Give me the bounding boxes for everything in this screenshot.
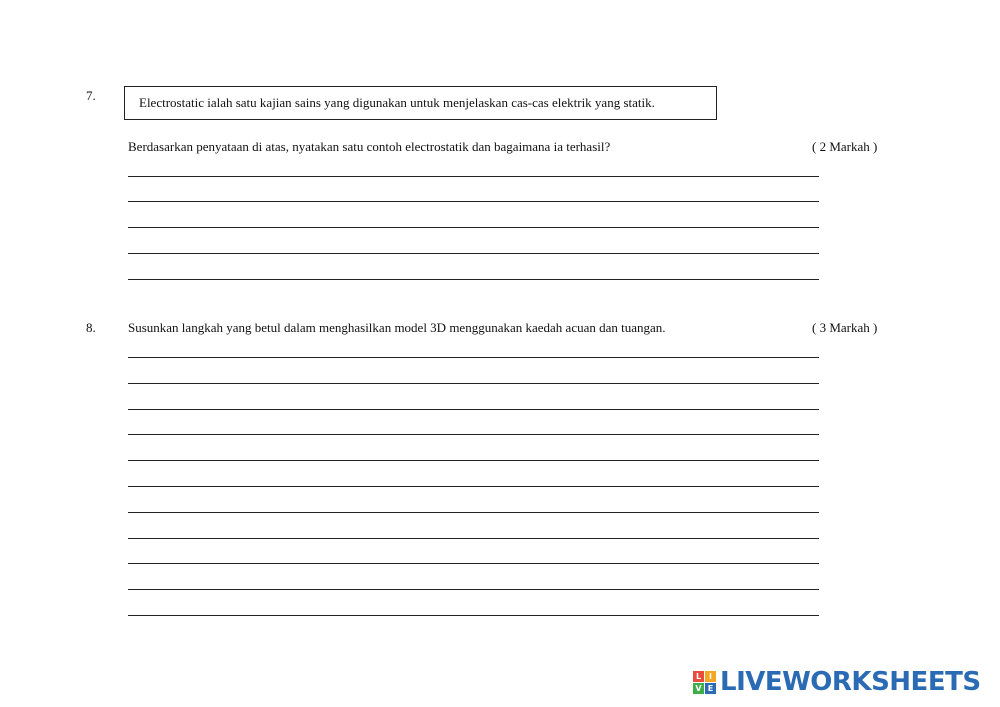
logo-mark-letter: I <box>705 671 716 682</box>
question-7-statement-box <box>124 86 717 120</box>
question-8-prompt: Susunkan langkah yang betul dalam menghasilkan model 3D menggunakan kaedah acuan dan tuangan. <box>128 320 666 335</box>
answer-line-q7-5[interactable] <box>128 279 819 280</box>
liveworksheets-logo <box>693 668 981 696</box>
question-7-prompt: Berdasarkan penyataan di atas, nyatakan satu contoh electrostatik dan bagaimana ia terhasil? <box>128 139 611 154</box>
logo-mark-letter: L <box>693 671 704 682</box>
logo-mark-letter: E <box>705 683 716 694</box>
answer-line-q8-10[interactable] <box>128 589 819 590</box>
question-7-statement: Electrostatic ialah satu kajian sains yang digunakan untuk menjelaskan cas-cas elektrik yang statik. <box>139 95 655 110</box>
logo-mark-letter: V <box>693 683 704 694</box>
answer-line-q7-1[interactable] <box>128 176 819 177</box>
answer-line-q8-7[interactable] <box>128 512 819 513</box>
question-7-number: 7. <box>86 88 96 103</box>
liveworksheets-logo-text: LIVEWORKSHEETS <box>720 667 981 697</box>
answer-line-q8-1[interactable] <box>128 357 819 358</box>
question-8-number: 8. <box>86 320 96 335</box>
answer-line-q8-11[interactable] <box>128 615 819 616</box>
question-8-marks: ( 3 Markah ) <box>812 320 878 335</box>
answer-line-q7-3[interactable] <box>128 227 819 228</box>
answer-line-q8-2[interactable] <box>128 383 819 384</box>
answer-line-q8-6[interactable] <box>128 486 819 487</box>
answer-line-q8-5[interactable] <box>128 460 819 461</box>
answer-line-q8-4[interactable] <box>128 434 819 435</box>
answer-line-q8-8[interactable] <box>128 538 819 539</box>
answer-line-q8-3[interactable] <box>128 409 819 410</box>
answer-line-q8-9[interactable] <box>128 563 819 564</box>
answer-line-q7-2[interactable] <box>128 201 819 202</box>
question-7-marks: ( 2 Markah ) <box>812 139 878 154</box>
liveworksheets-logo-mark-icon <box>693 671 716 694</box>
answer-line-q7-4[interactable] <box>128 253 819 254</box>
